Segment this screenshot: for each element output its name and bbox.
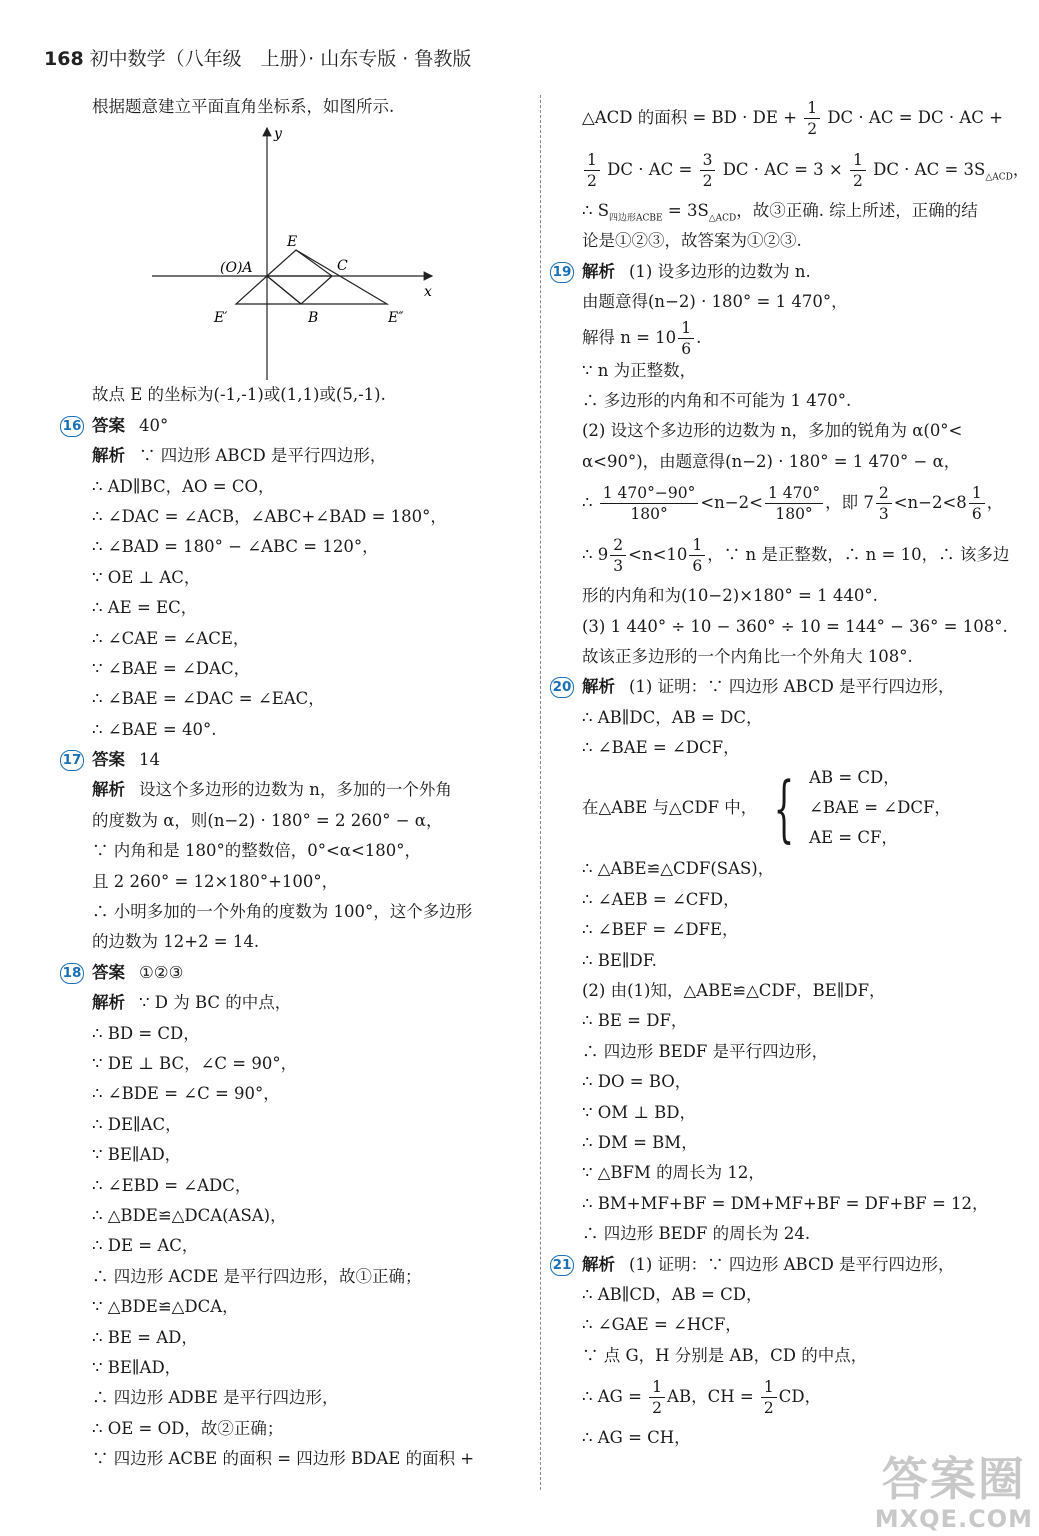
q18-cont-line — [582, 144, 1030, 196]
q21-line: ∵ 点 G，H 分别是 AB，CD 的中点， — [582, 1345, 868, 1365]
label-E: E — [287, 234, 298, 251]
q16-answer: 40° — [139, 415, 169, 435]
q18-line: ∵ BE∥AD， — [92, 1357, 182, 1377]
page-header — [44, 44, 471, 71]
brace-system — [582, 763, 951, 853]
text: ， — [986, 493, 1004, 513]
q17-line: ∵ 内角和是 180°的整数倍，0°<α<180°， — [92, 841, 422, 861]
q20-line: ∴ △ABE≌△CDF(SAS)， — [582, 859, 775, 879]
q20-line: ∴ ∠BAE = ∠DCF， — [582, 738, 740, 758]
numerator: 1 470° — [765, 483, 823, 504]
fraction — [765, 483, 823, 524]
q17-line: ∴ 小明多加的一个外角的度数为 100°，这个多边形 — [92, 902, 473, 922]
text: <n−2< — [700, 493, 763, 513]
label-E-double-prime: E″ — [388, 310, 404, 327]
text: ， — [1012, 160, 1030, 179]
condition: ∠BAE = ∠DCF， — [809, 798, 951, 818]
numerator: 1 — [678, 318, 694, 339]
text: △ACD 的面积 = BD · DE + — [582, 108, 803, 127]
text: ∴ — [582, 493, 598, 513]
q21-text: (1) 证明：∵ 四边形 ABCD 是平行四边形， — [629, 1254, 955, 1274]
text: 在△ABE 与△CDF 中， — [582, 798, 758, 818]
q18-line: ∴ 四边形 ADBE 是平行四边形， — [92, 1388, 339, 1408]
conclusion-text: 故点 E 的坐标为(-1,-1)或(1,1)或(5,-1). — [92, 385, 386, 405]
fraction — [610, 535, 626, 576]
q19-line: (3) 1 440° ÷ 10 − 360° ÷ 10 = 144° − 36° = 108°. — [582, 616, 1008, 636]
q19-line: 形的内角和为(10−2)×180° = 1 440°. — [582, 586, 878, 606]
q17-text: 设这个多边形的边数为 n，多加的一个外角 — [139, 780, 452, 800]
q20-line: ∴ DM = BM， — [582, 1132, 698, 1152]
q18-line: ∵ DE ⊥ BC，∠C = 90°， — [92, 1053, 298, 1073]
numerator: 2 — [610, 535, 626, 556]
q18-answer-line — [62, 958, 530, 988]
brace-conditions — [809, 763, 951, 853]
q18-line: ∵ BE∥AD， — [92, 1145, 182, 1165]
text: DC · AC = DC · AC + — [822, 108, 1003, 127]
denominator: 2 — [807, 120, 818, 138]
q16-number-badge: 16 — [60, 416, 84, 437]
q16-line: ∴ ∠DAC = ∠ACB，∠ABC+∠BAD = 180°， — [92, 506, 447, 526]
q17-line: 的度数为 α，则(n−2) · 180° = 2 260° − α， — [92, 810, 443, 830]
q20-line: ∴ DO = BO， — [582, 1072, 692, 1092]
text: ∴ AG = — [582, 1387, 648, 1407]
label-E-prime: E′ — [214, 310, 228, 327]
q21-line: ∴ AB∥CD，AB = CD， — [582, 1284, 763, 1304]
q19-line: α<90°)，由题意得(n−2) · 180° = 1 470° − α， — [582, 451, 961, 471]
subscript: △ACD — [708, 213, 737, 224]
watermark-url: MXQE.COM — [874, 1505, 1033, 1533]
q19-text: (1) 设多边形的边数为 n. — [629, 261, 811, 281]
q16-line: ∴ ∠BAE = 40°. — [92, 719, 217, 739]
book-title: 初中数学（八年级 上册）· 山东专版 · 鲁教版 — [89, 48, 472, 70]
q20-line: ∴ AB∥DC，AB = DC， — [582, 707, 763, 727]
condition: AB = CD， — [809, 768, 900, 788]
q20-brace-line — [582, 763, 1012, 854]
q20-line: ∴ BE = DF， — [582, 1011, 688, 1031]
q18-number-badge: 18 — [60, 963, 84, 984]
subscript: 四边形ACBE — [609, 213, 663, 224]
q16-line: ∴ ∠BAE = ∠DAC = ∠EAC， — [92, 689, 325, 709]
fraction — [649, 1377, 665, 1418]
q16-line: ∴ ∠BAD = 180° − ∠ABC = 120°， — [92, 537, 379, 557]
q18-cont-line — [582, 92, 1012, 144]
q17-line: 且 2 260° = 12×180°+100°， — [92, 871, 339, 891]
q19-analysis-tag: 解析 — [582, 261, 615, 281]
q18-line: ∴ △BDE≌△DCA(ASA)， — [92, 1205, 287, 1225]
q21-line: ∴ AG = CH， — [582, 1428, 691, 1448]
fraction — [850, 150, 866, 191]
left-brace: { — [773, 766, 795, 851]
watermark — [875, 1452, 1033, 1532]
q18-answer-tag: 答案 — [92, 962, 125, 982]
numerator: 2 — [876, 483, 892, 504]
q20-analysis-tag: 解析 — [582, 677, 615, 697]
denominator: 2 — [763, 1399, 774, 1418]
q21-analysis-tag: 解析 — [582, 1254, 615, 1274]
q20-line: ∴ BE∥DF. — [582, 950, 657, 970]
q20-line: ∵ OM ⊥ BD， — [582, 1102, 697, 1122]
coordinate-diagram — [152, 122, 452, 380]
denominator: 2 — [852, 172, 863, 190]
watermark-logo-text: 答案圈 — [881, 1452, 1026, 1506]
q18-line: ∴ DE∥AC， — [92, 1114, 182, 1134]
text: ，即 7 — [825, 493, 874, 513]
label-A: (O)A — [220, 260, 253, 277]
q16-line: ∴ ∠CAE = ∠ACE， — [92, 628, 250, 648]
numerator: 1 — [689, 535, 705, 556]
q20-line: ∵ △BFM 的周长为 12， — [582, 1163, 765, 1183]
q18-line: ∴ BD = CD， — [92, 1023, 200, 1043]
q19-line — [582, 477, 1012, 529]
text: DC · AC = — [601, 160, 698, 179]
column-divider — [540, 95, 541, 1490]
q19-number-badge: 19 — [550, 262, 574, 283]
q16-line: ∵ ∠BAE = ∠DAC， — [92, 658, 251, 678]
text: <n<10 — [628, 545, 688, 565]
text: DC · AC = 3 × — [717, 160, 848, 179]
q20-line: ∴ ∠BEF = ∠DFE， — [582, 920, 739, 940]
numerator: 1 — [969, 483, 985, 504]
q16-line: ∵ OE ⊥ AC， — [92, 567, 201, 587]
q16-line: ∴ AE = EC， — [92, 598, 198, 618]
label-C: C — [337, 258, 348, 275]
q18-cont-line: 论是①②③，故答案为①②③. — [582, 231, 802, 251]
numerator: 1 — [584, 150, 600, 171]
numerator: 1 — [850, 150, 866, 171]
fraction — [969, 483, 985, 524]
text: <n−2<8 — [893, 493, 967, 513]
q19-line — [552, 257, 1012, 287]
right-column — [552, 92, 1030, 1454]
q19-line — [582, 529, 1012, 581]
q20-number-badge: 20 — [550, 677, 574, 698]
q19-line: (2) 设这个多边形的边数为 n，多加的锐角为 α(0°< — [582, 421, 963, 441]
text: . — [696, 327, 702, 347]
q18-analysis-tag: 解析 — [92, 993, 125, 1013]
condition: AE = CF， — [809, 828, 898, 848]
q17-answer-tag: 答案 — [92, 750, 125, 770]
q18-line: ∵ 四边形 ACBE 的面积 = 四边形 BDAE 的面积 + — [92, 1449, 475, 1469]
q16-line — [92, 441, 530, 471]
text: 解得 n = 10 — [582, 327, 677, 347]
q18-line: ∴ 四边形 ACDE 是平行四边形，故①正确； — [92, 1266, 422, 1286]
q18-line: ∴ DE = AC， — [92, 1236, 199, 1256]
q19-line: ∴ 多边形的内角和不可能为 1 470°. — [582, 390, 852, 410]
q16-analysis-tag: 解析 — [92, 446, 125, 466]
q17-answer-line — [62, 745, 530, 775]
text: ∴ 9 — [582, 545, 609, 565]
q20-line: ∴ 四边形 BEDF 是平行四边形， — [582, 1041, 829, 1061]
numerator: 1 470°−90° — [600, 483, 699, 504]
parallelogram-ACBE — [267, 250, 332, 304]
fraction — [689, 535, 705, 576]
denominator: 6 — [681, 339, 692, 358]
q16-answer-tag: 答案 — [92, 415, 125, 435]
q18-answer: ①②③ — [139, 962, 184, 982]
q20-line: (2) 由(1)知，△ABE≌△CDF，BE∥DF， — [582, 981, 886, 1001]
fraction — [584, 150, 600, 191]
q18-line — [92, 988, 530, 1018]
left-column — [62, 92, 530, 1474]
denominator: 3 — [613, 557, 624, 576]
denominator: 2 — [652, 1399, 663, 1418]
label-B: B — [308, 310, 319, 327]
q16-answer-line — [62, 411, 530, 441]
q17-answer: 14 — [139, 750, 160, 770]
q18-line: ∴ OE = OD，故②正确； — [92, 1418, 284, 1438]
fraction — [761, 1377, 777, 1418]
text: ∴ S — [582, 201, 610, 220]
numerator: 1 — [804, 98, 820, 119]
subscript: △ACD — [985, 172, 1013, 183]
numerator: 3 — [700, 150, 716, 171]
q19-line: 由题意得(n−2) · 180° = 1 470°， — [582, 292, 848, 312]
q18-line: ∵ △BDE≌△DCA， — [92, 1297, 239, 1317]
denominator: 2 — [587, 172, 597, 190]
q19-line: ∵ n 为正整数， — [582, 360, 697, 380]
triangle-lines — [236, 250, 387, 304]
q18-line: ∴ ∠EBD = ∠ADC， — [92, 1175, 252, 1195]
q18-cont-line — [582, 196, 1012, 226]
numerator: 1 — [761, 1377, 777, 1398]
text: AB，CH = — [667, 1387, 759, 1407]
q18-line: ∴ BE = AD， — [92, 1327, 198, 1347]
q20-line: ∴ 四边形 BEDF 的周长为 24. — [582, 1224, 811, 1244]
text: ，∵ n 是正整数，∴ n = 10，∴ 该多边 — [707, 545, 1010, 565]
text: DC · AC = 3S — [867, 160, 986, 179]
label-y: y — [274, 126, 282, 143]
text: CD， — [778, 1387, 822, 1407]
page-number: 168 — [44, 48, 84, 70]
fraction — [876, 483, 892, 524]
denominator: 6 — [692, 557, 703, 576]
numerator: 1 — [649, 1377, 665, 1398]
q18-text: ∵ D 为 BC 的中点， — [139, 993, 292, 1013]
fraction — [678, 318, 694, 359]
q18-line: ∴ ∠BDE = ∠C = 90°， — [92, 1084, 280, 1104]
coordinate-figure — [152, 122, 452, 380]
denominator: 3 — [878, 505, 889, 524]
q21-number-badge: 21 — [550, 1255, 574, 1276]
q19-line — [582, 318, 1012, 356]
q21-line — [552, 1250, 1012, 1280]
label-x: x — [424, 284, 432, 301]
q20-line: ∴ BM+MF+BF = DM+MF+BF = DF+BF = 12， — [582, 1193, 989, 1213]
text: ，故③正确. 综上所述，正确的结 — [736, 201, 978, 220]
q20-text: (1) 证明：∵ 四边形 ABCD 是平行四边形， — [629, 677, 955, 697]
text: = 3S — [662, 201, 709, 220]
segment-AB — [267, 276, 301, 304]
q19-line: 故该正多边形的一个内角比一个外角大 108°. — [582, 646, 913, 666]
denominator: 2 — [702, 172, 713, 190]
q20-line: ∴ ∠AEB = ∠CFD， — [582, 889, 740, 909]
q21-line: ∴ ∠GAE = ∠HCF， — [582, 1315, 742, 1335]
q17-analysis-tag: 解析 — [92, 780, 125, 800]
q16-line: ∴ AD∥BC，AO = CO， — [92, 476, 275, 496]
q16-text: ∵ 四边形 ABCD 是平行四边形， — [139, 446, 387, 466]
fraction — [700, 150, 716, 191]
q17-line: 的边数为 12+2 = 14. — [92, 932, 260, 952]
q17-number-badge: 17 — [60, 750, 84, 771]
q17-line — [92, 775, 530, 805]
denominator: 6 — [971, 505, 982, 524]
denominator: 180° — [775, 505, 813, 524]
fraction — [600, 483, 699, 524]
q20-line — [552, 672, 1012, 702]
fraction — [804, 98, 820, 139]
intro-text: 根据题意建立平面直角坐标系，如图所示. — [92, 97, 395, 116]
q21-line — [582, 1371, 1012, 1423]
denominator: 180° — [630, 505, 668, 524]
